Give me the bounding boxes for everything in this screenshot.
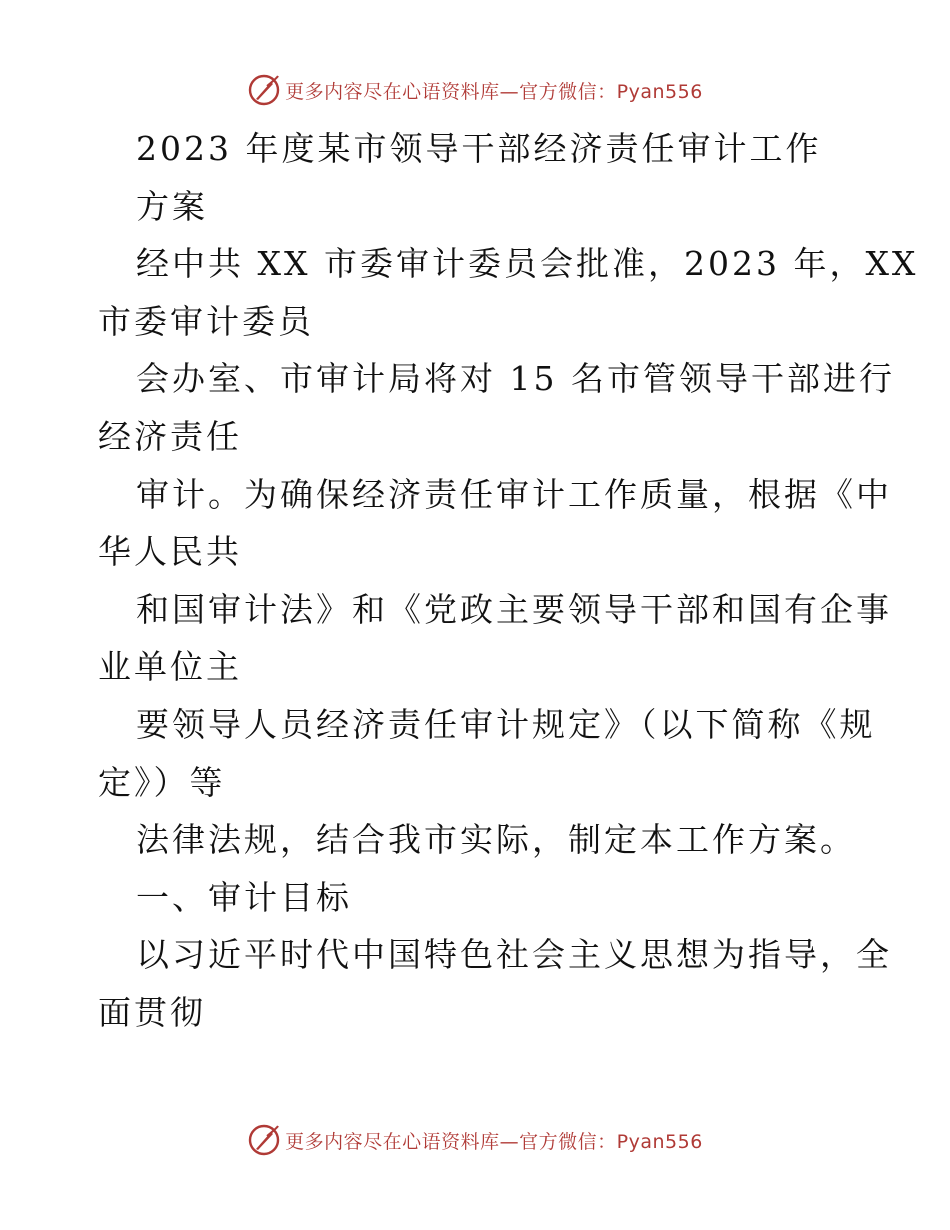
doc-paragraph-line: 业单位主 bbox=[98, 647, 242, 687]
quill-logo-icon bbox=[247, 73, 281, 107]
doc-paragraph-line: 和国审计法》和《党政主要领导干部和国有企事 bbox=[136, 589, 892, 629]
doc-paragraph-line: 华人民共 bbox=[98, 532, 242, 572]
quill-logo-icon bbox=[247, 1123, 281, 1157]
watermark-separator: — bbox=[499, 80, 520, 103]
watermark-brand: 更多内容尽在心语资料库 bbox=[285, 80, 500, 103]
header-watermark bbox=[0, 70, 950, 110]
doc-paragraph-line: 法律法规，结合我市实际，制定本工作方案。 bbox=[136, 820, 856, 860]
watermark-wechat: 官方微信：Pyan556 bbox=[519, 1130, 703, 1153]
doc-title-line-1: 2023 年度某市领导干部经济责任审计工作 bbox=[136, 129, 822, 168]
doc-paragraph-line: 要领导人员经济责任审计规定》（以下简称《规 bbox=[136, 704, 876, 744]
doc-paragraph-line: 面贯彻 bbox=[98, 992, 206, 1032]
doc-paragraph-line: 会办室、市审计局将对 15 名市管领导干部进行 bbox=[136, 359, 895, 399]
footer-watermark bbox=[0, 1120, 950, 1160]
watermark-brand: 更多内容尽在心语资料库 bbox=[285, 1130, 500, 1153]
watermark-wechat: 官方微信：Pyan556 bbox=[519, 80, 703, 103]
document-body bbox=[98, 120, 919, 1042]
doc-paragraph-line: 审计。为确保经济责任审计工作质量，根据《中 bbox=[136, 474, 892, 514]
doc-paragraph-line: 经济责任 bbox=[98, 416, 242, 456]
watermark-separator: — bbox=[499, 1130, 520, 1153]
doc-paragraph-line: 以习近平时代中国特色社会主义思想为指导，全 bbox=[136, 935, 892, 975]
doc-paragraph-line: 定》）等 bbox=[98, 762, 226, 802]
section-heading: 一、审计目标 bbox=[136, 877, 352, 917]
doc-paragraph-line: 经中共 XX 市委审计委员会批准，2023 年，XX bbox=[136, 244, 919, 284]
doc-title-line-2: 方案 bbox=[136, 186, 208, 226]
doc-paragraph-line: 市委审计委员 bbox=[98, 301, 314, 341]
